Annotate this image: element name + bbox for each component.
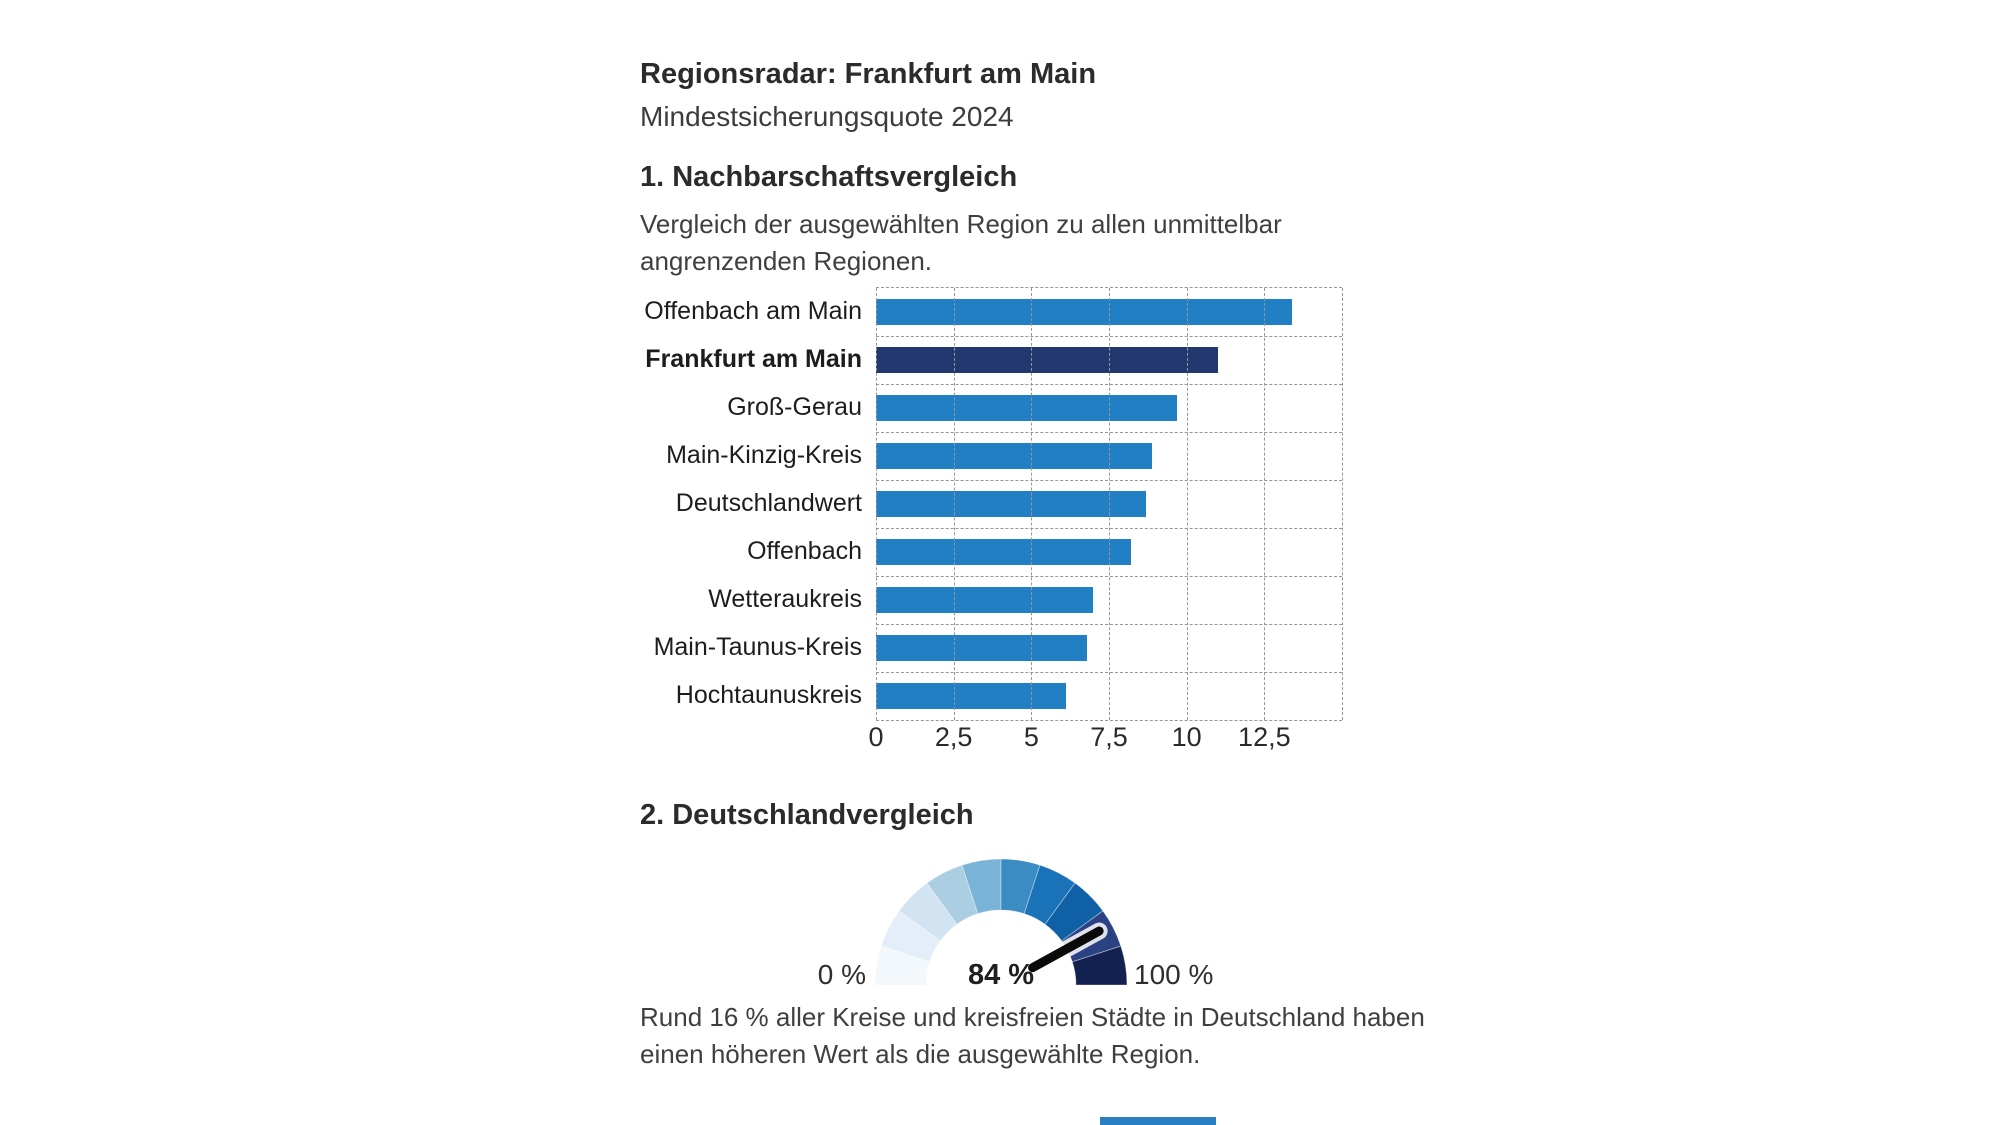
bar-label[interactable]: Hochtaunuskreis: [675, 681, 862, 709]
page-subtitle: Mindestsicherungsquote 2024: [640, 101, 1014, 132]
x-axis: [868, 722, 1342, 756]
x-tick-label: 5: [1023, 722, 1039, 752]
gridline-v: [1109, 288, 1110, 720]
x-tick-label: 10: [1171, 722, 1202, 752]
gridline-v: [954, 288, 955, 720]
gridline-v: [1342, 288, 1343, 720]
bar[interactable]: [876, 491, 1146, 517]
bar-label[interactable]: Main-Taunus-Kreis: [653, 633, 862, 661]
bar[interactable]: [876, 443, 1152, 469]
bar[interactable]: [876, 635, 1087, 661]
bar-label[interactable]: Offenbach am Main: [644, 297, 862, 325]
section1-heading: 1. Nachbarschaftsvergleich: [640, 161, 1018, 193]
section1-description: [640, 206, 1400, 280]
bar-labels: [520, 287, 862, 719]
section2-heading: 2. Deutschlandvergleich: [640, 799, 974, 831]
x-tick-label: 7,5: [1090, 722, 1128, 752]
gridline-v: [1187, 288, 1188, 720]
gauge-max-label: 100 %: [1134, 959, 1214, 990]
bar[interactable]: [876, 299, 1292, 325]
section2-description-line: einen höheren Wert als die ausgewählte Region.: [640, 1039, 1201, 1069]
gridline-v: [1031, 288, 1032, 720]
section2-description: [640, 999, 1460, 1073]
bar-label[interactable]: Offenbach: [747, 537, 862, 565]
bar[interactable]: [876, 395, 1177, 421]
bar-label[interactable]: Groß-Gerau: [727, 393, 862, 421]
gridline-v: [1264, 288, 1265, 720]
section1-description-line: Vergleich der ausgewählten Region zu allen unmittelbar: [640, 209, 1282, 239]
gauge-min-label: 0 %: [817, 959, 866, 990]
bar[interactable]: [876, 587, 1093, 613]
bar-label[interactable]: Main-Kinzig-Kreis: [666, 441, 862, 469]
x-tick-label: 12,5: [1238, 722, 1291, 752]
x-tick-label: 2,5: [934, 722, 973, 752]
bar-plot: [876, 287, 1342, 721]
section2-description-line: Rund 16 % aller Kreise und kreisfreien Städte in Deutschland haben: [640, 1002, 1425, 1032]
bar-label[interactable]: Deutschlandwert: [675, 489, 862, 517]
bar[interactable]: [876, 347, 1218, 373]
gridline-v: [876, 288, 877, 720]
section1-description-line: angrenzenden Regionen.: [640, 246, 933, 276]
bar[interactable]: [876, 539, 1131, 565]
bar-label[interactable]: Frankfurt am Main: [645, 345, 862, 373]
x-tick-label: 0: [868, 722, 884, 752]
bar-label[interactable]: Wetteraukreis: [708, 585, 862, 613]
page-title: Regionsradar: Frankfurt am Main: [640, 58, 1097, 90]
bottom-scrollbar-thumb[interactable]: [1100, 1117, 1216, 1125]
bar[interactable]: [876, 683, 1066, 709]
gauge-value-label: 84 %: [967, 959, 1035, 991]
